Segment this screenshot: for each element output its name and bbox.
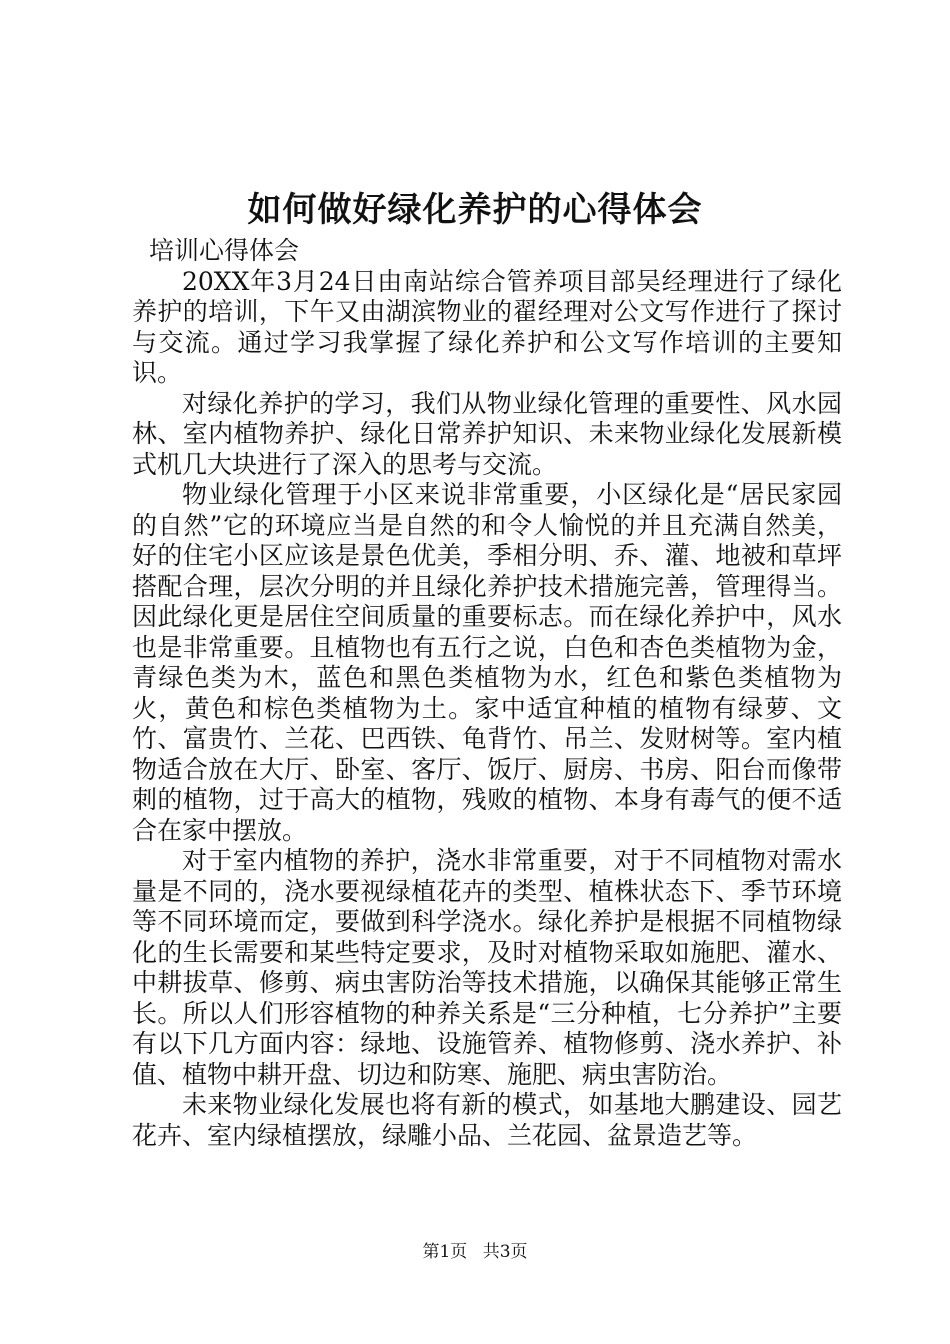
page-footer (0, 1240, 950, 1264)
paragraph-2: 对绿化养护的学习，我们从物业绿化管理的重要性、风水园林、室内植物养护、绿化日常养护知识、未来物业绿化发展新模式机几大块进行了深入的思考与交流。 (132, 388, 842, 479)
paragraph-5: 未来物业绿化发展也将有新的模式，如基地大鹏建设、园艺花卉、室内绿植摆放，绿雕小品、兰花园、盆景造艺等。 (132, 1090, 842, 1150)
paragraph-4: 对于室内植物的养护，浇水非常重要，对于不同植物对需水量是不同的，浇水要视绿植花卉的类型、植株状态下、季节环境等不同环境而定，要做到科学浇水。绿化养护是根据不同植物绿化的生长需要和某些特定要求，及时对植物采取如施肥、灌水、中耕拔草、修剪、病虫害防治等技术措施，以确保其能够正常生长。所以人们形容植物的种养关系是“三分种植，七分养护”主要有以下几方面内容：绿地、设施管养、植物修剪、浇水养护、补值、植物中耕开盘、切边和防寒、施肥、病虫害防治。 (132, 846, 842, 1089)
page-number: 第1页 (422, 1242, 468, 1262)
document-title: 如何做好绿化养护的心得体会 (247, 190, 703, 230)
document-subtitle: 培训心得体会 (149, 236, 300, 265)
paragraph-3: 物业绿化管理于小区来说非常重要，小区绿化是“居民家园的自然”它的环境应当是自然的和令人愉悦的并且充满自然美，好的住宅小区应该是景色优美，季相分明、乔、灌、地被和草坪搭配合理，层次分明的并且绿化养护技术措施完善，管理得当。因此绿化更是居住空间质量的重要标志。而在绿化养护中，风水也是非常重要。且植物也有五行之说，白色和杏色类植物为金，青绿色类为木，蓝色和黑色类植物为水，红色和紫色类植物为火，黄色和棕色类植物为土。家中适宜种植的植物有绿萝、文竹、富贵竹、兰花、巴西铁、龟背竹、吊兰、发财树等。室内植物适合放在大厅、卧室、客厅、饭厅、厨房、书房、阳台而像带刺的植物，过于高大的植物，残败的植物、本身有毒气的便不适合在家中摆放。 (132, 480, 842, 845)
paragraph-1: 20XX年3月24日由南站综合管养项目部吴经理进行了绿化养护的培训，下午又由湖滨物业的翟经理对公文写作进行了探讨与交流。通过学习我掌握了绿化养护和公文写作培训的主要知识。 (132, 266, 842, 387)
document-body (132, 236, 842, 1151)
page-total: 共3页 (482, 1242, 528, 1262)
